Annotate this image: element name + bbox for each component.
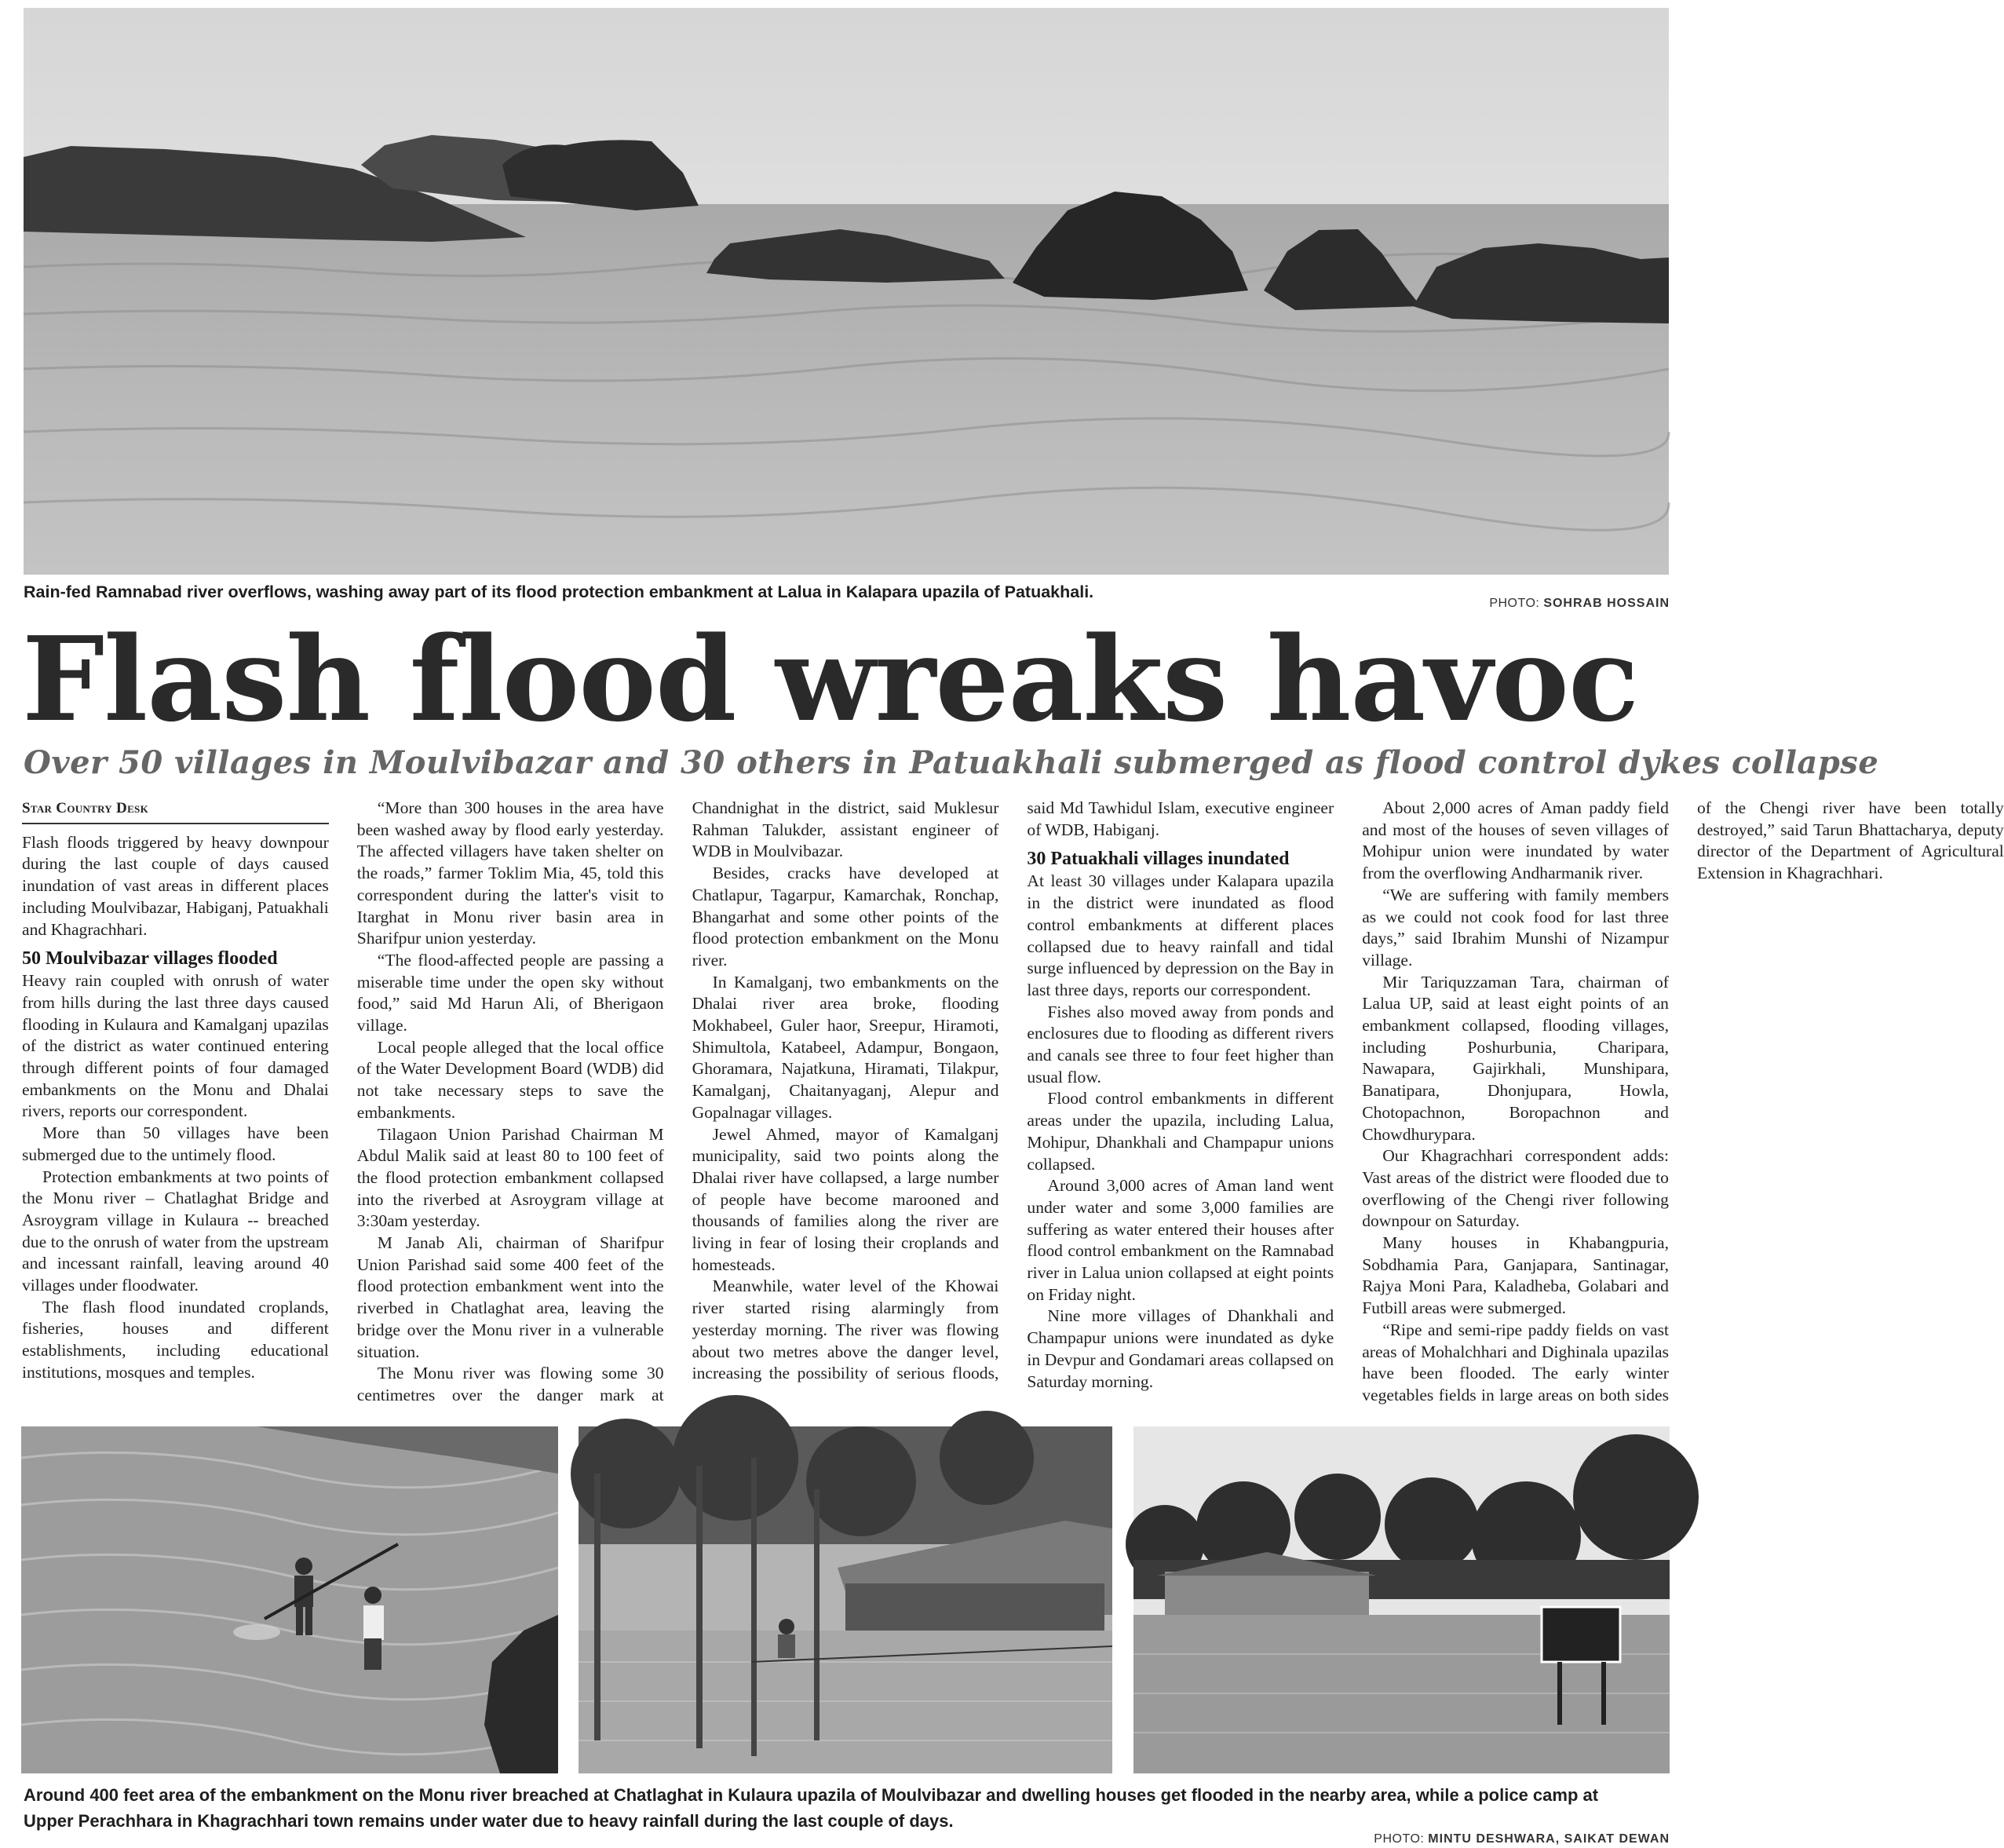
- paragraph: Nine more villages of Dhankhali and Champapur unions were inundated as dyke in Devpur and Gondamari areas collapsed on Saturday morning.: [1027, 1306, 1334, 1391]
- paragraph: The Monu river was flowing some 30 centimetres over the danger mark at Chandnighat in the district, said Muklesur Rahman Talukder, assistant engineer of WDB in Moulvibazar.: [356, 798, 999, 1404]
- paragraph: Local people alleged that the local office of the Water Development Board (WDB) did not take necessary steps to save the embankments.: [356, 1037, 664, 1122]
- paragraph: Our Khagrachhari correspondent adds: Vast areas of the district were flooded due to overflowing of the Chengi river following downpour on Saturday.: [1362, 1146, 1669, 1231]
- top-photo-credit: [1489, 597, 1670, 611]
- paragraph: Heavy rain coupled with onrush of water from hills during the last three days caused flooding in Kulaura and Kamalganj upazilas of the district as water continued entering through different points of four damaged embankments on the Monu and Dhalai rivers, reports our correspondent.: [22, 971, 329, 1121]
- section-heading-patuakhali: 30 Patuakhali villages inundated: [1027, 849, 1290, 870]
- photo-flooded-houses: [579, 1426, 1112, 1773]
- paragraph: The flash flood inundated croplands, fisheries, houses and different establishments, including educational institutions, mosques and temples.: [22, 1297, 329, 1382]
- paragraph: M Janab Ali, chairman of Sharifpur Union Parishad said some 400 feet of the flood protection embankment went into the riverbed in Chatlaghat area, leaving the bridge over the Monu river in a vulnerable situation.: [356, 1233, 664, 1361]
- photo-police-camp-flooded: [1133, 1426, 1670, 1773]
- credit-name: SOHRAB HOSSAIN: [1543, 597, 1670, 610]
- paragraph: Protection embankments at two points of the Monu river – Chatlaghat Bridge and Asroygram village in Kulaura -- breached due to the onrush of water from the upstream and incessant rainfall, leaving around 40 villages under floodwater.: [22, 1167, 329, 1295]
- paragraph: Fishes also moved away from ponds and enclosures due to flooding as different rivers and canals see three to four feet higher than usual flow.: [1027, 1002, 1334, 1087]
- paragraph: About 2,000 acres of Aman paddy field and most of the houses of seven villages of Mohipur union were inundated by water from the overflowing Andharmanik river.: [1362, 798, 1669, 883]
- paragraph: “We are suffering with family members as we could not cook food for last three days,” said Ibrahim Munshi of Nizampur village.: [1362, 885, 1669, 970]
- credit-name: MINTU DESHWARA, SAIKAT DEWAN: [1428, 1832, 1670, 1846]
- paragraph: Meanwhile, water level of the Khowai river started rising alarmingly from yesterday morning. The river was flowing about two metres above the danger level, increasing the possibility of serious floods, said Md Tawhidul Islam, executive engineer of WDB, Habiganj.: [692, 798, 1334, 1383]
- paragraph: “Ripe and semi-ripe paddy fields on vast areas of Mohalchhari and Dighinala upazilas have been flooded. The early winter vegetables fields in large areas on both sides of the Chengi river have been totally destroyed,” said Tarun Bhattacharya, deputy director of the Department of Agricultural Extension in Khagrachhari.: [1362, 798, 2004, 1404]
- section-heading-moulvibazar: 50 Moulvibazar villages flooded: [22, 948, 278, 970]
- paragraph: Mir Tariquzzaman Tara, chairman of Lalua UP, said at least eight points of an embankment collapsed, flooding villages, including Poshurbunia, Charipara, Nawapara, Gajirkhali, Munshipara, Banatipara, Dhonjupara, Howla, Chotopachnon, Boropachnon and Chowdhurypara.: [1362, 972, 1669, 1144]
- paragraph: Around 3,000 acres of Aman land went under water and some 3,000 families are suffering as water entered their houses after flood control embankment on the Ramnabad river in Lalua union collapsed at eight points on Friday night.: [1027, 1176, 1334, 1304]
- paragraph: Many houses in Khabangpuria, Sobdhamia Para, Ganjapara, Santinagar, Rajya Moni Para, Kaladheba, Golabari and Futbill areas were submerged.: [1362, 1233, 1669, 1318]
- bottom-photos-caption: Around 400 feet area of the embankment on the Monu river breached at Chatlaghat in Kulaura upazila of Moulvibazar and dwelling houses get flooded in the nearby area, while a police camp at Upper Perachhara in Khagrachhari town remains under water due to heavy rainfall during the last couple of days.: [24, 1785, 1599, 1831]
- paragraph: Jewel Ahmed, mayor of Kamalganj municipality, said two points along the Dhalai river have collapsed, a large number of people have become marooned and thousands of families along the river are living in fear of losing their croplands and homesteads.: [692, 1124, 999, 1274]
- top-photo-caption: Rain-fed Ramnabad river overflows, washing away part of its flood protection embankment at Lalua in Kalapara upazila of Patuakhali.: [24, 583, 1094, 601]
- paragraph: Flood control embankments in different areas under the upazila, including Lalua, Mohipur, Dhankhali and Champapur unions collapsed.: [1027, 1089, 1334, 1174]
- article-body: [22, 798, 2004, 1418]
- top-photo-river-embankment: [24, 8, 1669, 575]
- paragraph: “The flood-affected people are passing a miserable time under the open sky without food,” said Md Harun Ali, of Bherigaon village.: [356, 950, 664, 1035]
- bottom-photo-credit: [1374, 1832, 1670, 1846]
- paragraph: At least 30 villages under Kalapara upazila in the district were inundated as flood control embankments at different places collapsed due to heavy rainfall and tidal surge influenced by depression on the Bay in last three days, reports our correspondent.: [1027, 871, 1334, 999]
- photo-men-wading-breach: [21, 1426, 558, 1773]
- paragraph: More than 50 villages have been submerged due to the untimely flood.: [22, 1123, 329, 1164]
- credit-label: PHOTO:: [1489, 597, 1540, 610]
- paragraph: Besides, cracks have developed at Chatlapur, Tagarpur, Kamarchak, Ronchap, Bhangarhat and some other points of the flood protection embankment on the Monu river.: [692, 864, 999, 970]
- subheadline: Over 50 villages in Moulvibazar and 30 others in Patuakhali submerged as flood control dykes collapse: [24, 744, 1879, 781]
- paragraph: Tilagaon Union Parishad Chairman M Abdul Malik said at least 80 to 100 feet of the flood protection embankment collapsed into the riverbed at Asroygram village at 3:30am yesterday.: [356, 1124, 664, 1231]
- headline: Flash flood wreaks havoc: [22, 611, 1639, 747]
- credit-label: PHOTO:: [1374, 1832, 1425, 1846]
- intro-paragraph: Flash floods triggered by heavy downpour during the last couple of days caused inundation of vast areas in different places including Moulvibazar, Habiganj, Patuakhali and Khagrachhari.: [22, 832, 329, 939]
- paragraph: “More than 300 houses in the area have been washed away by flood early yesterday. The affected villagers have taken shelter on the roads,” farmer Toklim Mia, 45, told this correspondent during the latter's visit to Itarghat in Monu river basin area in Sharifpur union yesterday.: [356, 798, 664, 948]
- byline-desk: Star Country Desk: [22, 798, 329, 824]
- paragraph: In Kamalganj, two embankments on the Dhalai river area broke, flooding Mokhabeel, Guler haor, Sreepur, Hiramoti, Shimultola, Katabeel, Adampur, Bongaon, Ghoramara, Najatkuna, Hiramati, Tilakpur, Kamalganj, Chaitanyaganj, Alepur and Gopalnagar villages.: [692, 972, 999, 1122]
